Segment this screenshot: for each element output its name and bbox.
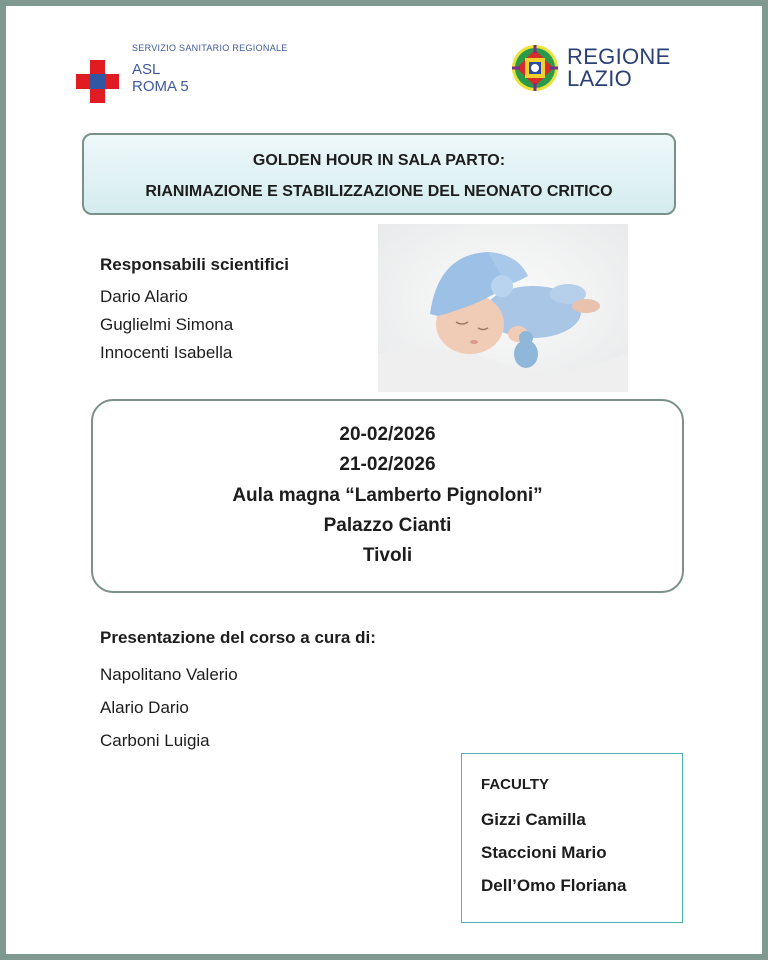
event-date-2: 21-02/2026 — [339, 454, 436, 475]
event-info-box — [91, 399, 684, 593]
scientific-name: Guglielmi Simona — [100, 315, 234, 334]
asl-name — [132, 61, 189, 95]
event-date-1: 20-02/2026 — [339, 424, 436, 445]
presentation-name: Carboni Luigia — [100, 731, 210, 750]
region-line1: REGIONE — [567, 44, 671, 69]
flyer-page — [6, 6, 762, 954]
course-title-box — [82, 133, 676, 215]
event-venue: Aula magna “Lamberto Pignoloni” — [232, 485, 543, 506]
scientific-heading: Responsabili scientifici — [100, 255, 289, 274]
faculty-name: Dell’Omo Floriana — [481, 876, 627, 895]
presentation-name: Alario Dario — [100, 698, 189, 717]
regione-lazio-name — [567, 46, 671, 90]
regione-lazio-logo — [511, 44, 701, 104]
scientific-name: Dario Alario — [100, 287, 188, 306]
faculty-name: Staccioni Mario — [481, 843, 607, 862]
asl-service-label: SERVIZIO SANITARIO REGIONALE — [132, 43, 288, 53]
course-presentation — [100, 628, 376, 757]
asl-roma5-logo — [76, 43, 306, 113]
region-line2: LAZIO — [567, 66, 633, 91]
presentation-name: Napolitano Valerio — [100, 665, 238, 684]
red-cross-icon — [76, 60, 119, 103]
asl-name-line2: ROMA 5 — [132, 78, 189, 95]
faculty-heading: FACULTY — [481, 776, 550, 793]
course-title-line1: GOLDEN HOUR IN SALA PARTO: — [252, 152, 506, 169]
regione-lazio-emblem-icon — [511, 44, 559, 92]
presentation-heading: Presentazione del corso a cura di: — [100, 628, 376, 647]
scientific-responsibles — [100, 255, 289, 367]
asl-name-line1: ASL — [132, 61, 161, 78]
faculty-name: Gizzi Camilla — [481, 810, 586, 829]
event-city: Tivoli — [362, 545, 413, 566]
sleeping-baby-image — [378, 224, 628, 392]
course-title-line2: RIANIMAZIONE E STABILIZZAZIONE DEL NEONATO CRITICO — [145, 183, 613, 200]
event-building: Palazzo Cianti — [323, 515, 452, 536]
faculty-box — [461, 753, 683, 923]
scientific-name: Innocenti Isabella — [100, 343, 233, 362]
